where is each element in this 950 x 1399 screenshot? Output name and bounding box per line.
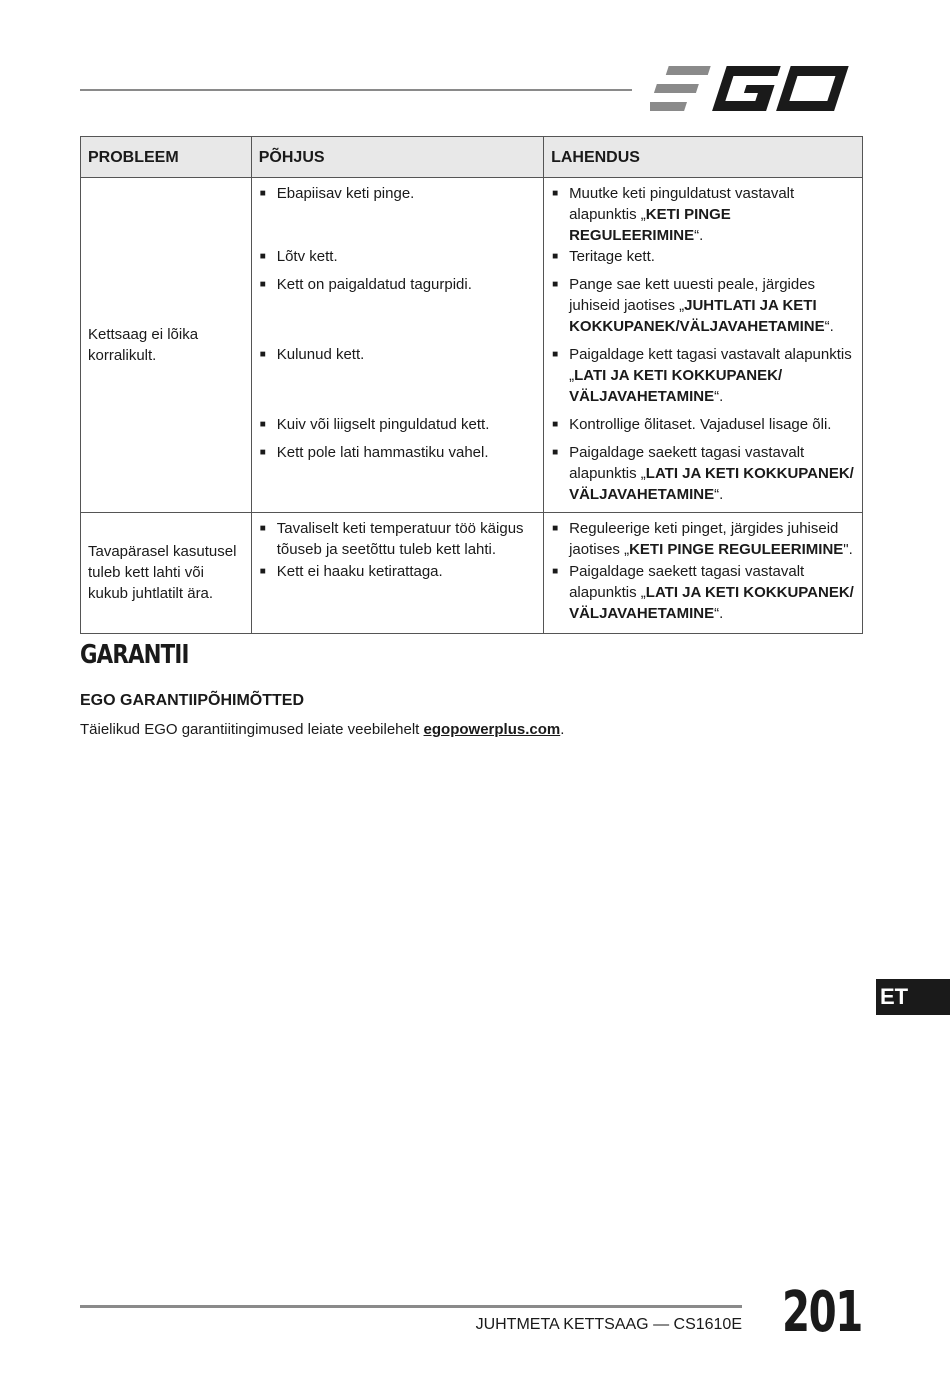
solution-segment: “. [714, 605, 724, 622]
table-row [81, 178, 863, 247]
cause-item [260, 183, 535, 204]
footer-rule [80, 1305, 742, 1308]
ego-logo [650, 62, 862, 116]
solution-text [569, 414, 854, 435]
solution-segment: “. [824, 318, 834, 335]
solution-reference: KETI PINGE REGULEERIMINE [629, 540, 844, 558]
bullet-icon: ■ [552, 566, 559, 577]
bullet-icon: ■ [259, 566, 266, 577]
bullet-icon: ■ [259, 447, 266, 458]
header-cause: PÕHJUS [251, 137, 543, 178]
table-header-row [81, 137, 863, 178]
solution-item [552, 442, 854, 505]
warranty-text-before: Täielikud EGO garantiitingimused leiate veebilehelt [80, 721, 424, 738]
problem-cell: Tavapärasel kasutusel tuleb kett lahti või kukub juhtlatilt ära. [81, 512, 252, 633]
solution-segment: “. [714, 486, 724, 503]
cause-text: Kett pole lati hammastiku vahel. [276, 444, 489, 461]
problem-cell: Kettsaag ei lõika korralikult. [81, 178, 252, 513]
cause-text: Kuiv või liigselt pinguldatud kett. [276, 416, 490, 433]
solution-cell [544, 274, 863, 344]
solution-segment: “. [694, 227, 704, 244]
cause-item [260, 414, 535, 435]
bullet-icon: ■ [552, 349, 559, 360]
cause-item [260, 518, 535, 560]
solution-text [569, 442, 854, 505]
solution-segment: Paigaldage kett tagasi vastavalt alapunktis „ [569, 346, 852, 384]
bullet-icon: ■ [552, 447, 559, 458]
solution-segment: Reguleerige keti pinget, järgides juhiseid jaotises „ [569, 519, 839, 558]
cause-text: Tavaliselt keti temperatuur töö käigus tõuseb ja seetõttu tuleb kett lahti. [276, 519, 524, 558]
solution-cell [544, 344, 863, 414]
warranty-text [80, 721, 564, 738]
troubleshooting-table [80, 136, 863, 634]
cause-cell [251, 246, 543, 274]
solution-segment: Teritage kett. [569, 248, 655, 265]
cause-cell [251, 178, 543, 247]
solution-item [552, 518, 854, 560]
bullet-icon: ■ [552, 188, 559, 199]
cause-cell [251, 414, 543, 442]
solution-cell [544, 561, 863, 633]
bullet-icon: ■ [552, 522, 559, 534]
bullet-icon: ■ [552, 279, 559, 290]
solution-item [552, 561, 854, 624]
solution-text [569, 561, 854, 624]
cause-item [260, 344, 535, 365]
language-tab: ET [876, 979, 950, 1015]
cause-cell [251, 561, 543, 633]
solution-segment: Paigaldage saekett tagasi vastavalt alapunktis „ [569, 444, 805, 482]
warranty-link[interactable]: egopowerplus.com [423, 721, 561, 738]
solution-segment: Kontrollige õlitaset. Vajadusel lisage õli. [569, 416, 832, 433]
bullet-icon: ■ [259, 279, 266, 290]
solution-reference: JUHTLATI JA KETI KOKKUPANEK/VÄLJAVAHETAMINE [569, 297, 825, 335]
solution-reference: LATI JA KETI KOKKUPANEK/ VÄLJAVAHETAMINE [569, 584, 854, 622]
solution-reference: LATI JA KETI KOKKUPANEK/ VÄLJAVAHETAMINE [569, 465, 854, 503]
solution-text [569, 344, 854, 407]
header-problem: PROBLEEM [81, 137, 252, 178]
solution-segment: ". [843, 540, 853, 558]
solution-cell [544, 512, 863, 561]
bullet-icon: ■ [259, 251, 266, 262]
header-rule [80, 89, 632, 91]
header-solution: LAHENDUS [544, 137, 863, 178]
cause-text: Kulunud kett. [276, 346, 365, 363]
cause-item [260, 274, 535, 295]
bullet-icon: ■ [552, 419, 559, 430]
table-row [81, 512, 863, 561]
solution-item [552, 414, 854, 435]
cause-cell [251, 442, 543, 512]
solution-text [569, 274, 854, 337]
solution-cell [544, 442, 863, 512]
cause-text: Kett on paigaldatud tagurpidi. [276, 276, 472, 293]
warranty-subtitle: EGO GARANTIIPÕHIMÕTTED [80, 692, 304, 709]
bullet-icon: ■ [259, 522, 266, 534]
solution-cell [544, 178, 863, 247]
solution-text [569, 246, 854, 267]
solution-item [552, 274, 854, 337]
cause-cell [251, 274, 543, 344]
footer-title: JUHTMETA KETTSAAG — CS1610E [475, 1316, 742, 1333]
solution-cell [544, 246, 863, 274]
cause-text: Kett ei haaku ketirattaga. [276, 563, 443, 580]
cause-text: Ebapiisav keti pinge. [276, 185, 415, 202]
warranty-title: GARANTII [80, 640, 189, 670]
cause-item [260, 246, 535, 267]
solution-text [569, 183, 854, 246]
solution-item [552, 344, 854, 407]
cause-text: Lõtv kett. [276, 248, 338, 265]
solution-segment: Muutke keti pinguldatust vastavalt alapunktis „ [569, 185, 795, 223]
page-number: 201 [782, 1280, 862, 1345]
cause-cell [251, 512, 543, 561]
cause-item [260, 561, 535, 582]
solution-text [569, 518, 854, 560]
solution-reference: KETI PINGE REGULEERIMINE [569, 206, 731, 244]
warranty-text-after: . [560, 721, 565, 738]
cause-cell [251, 344, 543, 414]
solution-reference: LATI JA KETI KOKKUPANEK/ VÄLJAVAHETAMINE [569, 367, 783, 405]
solution-segment: Paigaldage saekett tagasi vastavalt alapunktis „ [569, 563, 805, 601]
bullet-icon: ■ [259, 419, 266, 430]
bullet-icon: ■ [259, 188, 266, 199]
cause-item [260, 442, 535, 463]
bullet-icon: ■ [552, 251, 559, 262]
solution-segment: Pange sae kett uuesti peale, järgides juhiseid jaotises „ [569, 276, 816, 314]
solution-item [552, 246, 854, 267]
solution-cell [544, 414, 863, 442]
bullet-icon: ■ [259, 349, 266, 360]
solution-item [552, 183, 854, 246]
solution-segment: “. [714, 388, 724, 405]
